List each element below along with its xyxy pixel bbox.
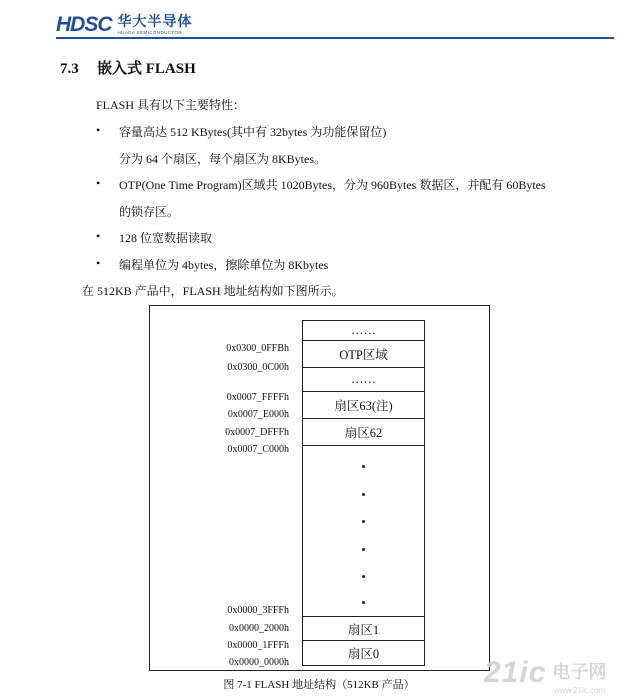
logo-chinese-name: 华大半导体 xyxy=(117,14,193,30)
company-logo xyxy=(56,14,193,36)
bullet-2-line-1: OTP(One Time Program)区域共 1020Bytes，分为 960Bytes 数据区，并配有 60Bytes xyxy=(119,178,546,192)
address-label: 0x0007_E000h xyxy=(227,409,289,420)
bullet-2-line-2: 的锁存区。 xyxy=(119,205,180,219)
memory-row-top-dots: …… xyxy=(351,323,376,337)
address-label: 0x0007_FFFFh xyxy=(226,392,289,403)
intro-text: FLASH 具有以下主要特性： xyxy=(96,98,246,112)
memory-row-sector0: 扇区0 xyxy=(347,647,380,661)
section-heading xyxy=(60,57,196,78)
ellipsis-dot xyxy=(362,520,365,523)
memory-map xyxy=(302,320,425,666)
memory-row-otp: OTP区域 xyxy=(339,348,388,362)
address-label: 0x0000_1FFFh xyxy=(227,640,289,651)
section-title: 嵌入式 FLASH xyxy=(97,61,196,77)
watermark-chinese: 电子网 xyxy=(552,662,607,683)
bullet-1-line-2: 分为 64 个扇区，每个扇区为 8KBytes。 xyxy=(119,152,327,166)
page-header xyxy=(0,0,638,44)
address-label: 0x0007_DFFFh xyxy=(225,427,289,438)
bullet-3-line-1: 128 位宽数据读取 xyxy=(119,231,213,245)
logo-english-name: HUADA SEMICONDUCTOR xyxy=(117,30,183,35)
watermark-url: www.21ic.com xyxy=(554,686,606,695)
ellipsis-dot xyxy=(362,548,365,551)
address-label: 0x0000_3FFFh xyxy=(227,605,289,616)
address-label: 0x0000_0000h xyxy=(229,657,289,668)
logo-mark: HDSC xyxy=(56,13,112,36)
watermark xyxy=(484,656,607,695)
memory-row-sector62: 扇区62 xyxy=(344,426,383,440)
figure-lead-text: 在 512KB 产品中，FLASH 地址结构如下图所示。 xyxy=(82,284,344,298)
ellipsis-dot xyxy=(362,575,365,578)
bullet-1-line-1: 容量高达 512 KBytes(其中有 32bytes 为功能保留位) xyxy=(119,125,387,139)
watermark-mark: 21ic xyxy=(484,656,547,689)
bullet-marker: • xyxy=(96,229,101,243)
bullet-marker: • xyxy=(96,256,101,270)
address-label: 0x0300_0FFBh xyxy=(226,343,289,354)
bullet-marker: • xyxy=(96,176,101,190)
address-label: 0x0300_0C00h xyxy=(227,362,289,373)
header-divider xyxy=(56,37,614,39)
memory-row-sector63: 扇区63(注) xyxy=(334,399,393,413)
memory-row-sector1: 扇区1 xyxy=(347,622,380,637)
address-label: 0x0000_2000h xyxy=(229,623,289,634)
memory-row-mid-dots: …… xyxy=(351,372,376,386)
figure-caption: 图 7-1 FLASH 地址结构（512KB 产品） xyxy=(223,679,415,691)
address-label: 0x0007_C000h xyxy=(227,444,289,455)
bullet-marker: • xyxy=(96,123,101,137)
logo-text xyxy=(118,15,193,36)
ellipsis-dot xyxy=(362,601,365,604)
flash-address-figure xyxy=(149,305,490,671)
bullet-4-line-1: 编程单位为 4bytes，擦除单位为 8Kbytes xyxy=(119,258,329,272)
section-number: 7.3 xyxy=(60,61,79,77)
memory-divider xyxy=(303,445,424,446)
ellipsis-dot xyxy=(362,493,365,496)
ellipsis-dot xyxy=(362,465,365,468)
